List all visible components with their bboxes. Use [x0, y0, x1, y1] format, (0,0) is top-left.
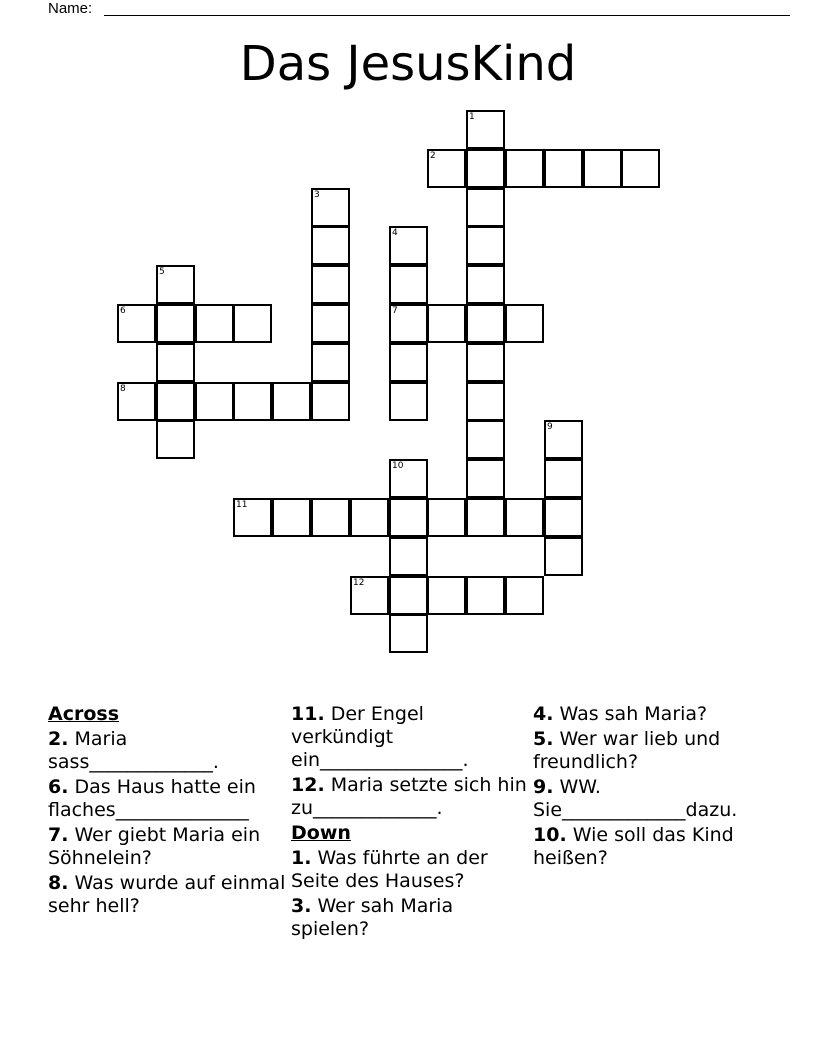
- clue-text: Was sah Maria?: [559, 703, 708, 725]
- clue-text: Wer giebt Maria ein Söhnelein?: [48, 824, 261, 869]
- clue-across-11: [291, 703, 531, 772]
- grid-cell[interactable]: [117, 304, 156, 343]
- grid-cell[interactable]: [389, 265, 428, 304]
- clue-number: 2.: [48, 728, 69, 750]
- grid-cell[interactable]: [156, 343, 195, 382]
- grid-cell[interactable]: [389, 382, 428, 421]
- grid-cell[interactable]: [466, 343, 505, 382]
- clue-text: WW. Sie_____________dazu.: [533, 776, 738, 821]
- grid-cell[interactable]: [311, 226, 350, 265]
- cell-number: 3: [314, 190, 320, 200]
- grid-cell[interactable]: [544, 149, 583, 188]
- clue-text: Wer war lieb und freundlich?: [533, 728, 721, 773]
- grid-cell[interactable]: [427, 149, 466, 188]
- clue-down-10: [533, 824, 773, 870]
- cell-number: 7: [392, 306, 398, 316]
- cell-number: 11: [236, 500, 248, 510]
- grid-cell[interactable]: [389, 498, 428, 537]
- grid-cell[interactable]: [544, 420, 583, 459]
- grid-cell[interactable]: [311, 265, 350, 304]
- cell-number: 10: [392, 461, 404, 471]
- grid-cell[interactable]: [466, 226, 505, 265]
- clue-across-6: [48, 776, 288, 822]
- grid-cell[interactable]: [233, 304, 272, 343]
- clues-column-3: [533, 703, 773, 872]
- grid-cell[interactable]: [505, 576, 544, 615]
- grid-cell[interactable]: [389, 459, 428, 498]
- grid-cell[interactable]: [466, 498, 505, 537]
- grid-cell[interactable]: [505, 304, 544, 343]
- grid-cell[interactable]: [311, 188, 350, 227]
- grid-cell[interactable]: [233, 382, 272, 421]
- cell-number: 5: [159, 267, 165, 277]
- clue-down-4: [533, 703, 773, 726]
- grid-cell[interactable]: [466, 459, 505, 498]
- clue-number: 11.: [291, 703, 325, 725]
- clue-text: Wer sah Maria spielen?: [291, 895, 454, 940]
- across-heading: Across: [48, 703, 120, 725]
- clue-number: 1.: [291, 847, 312, 869]
- grid-cell[interactable]: [311, 304, 350, 343]
- clue-text: Was wurde auf einmal sehr hell?: [48, 872, 286, 917]
- clue-text: Maria sass_____________.: [48, 728, 219, 773]
- cell-number: 8: [120, 384, 126, 394]
- clue-text: Was führte an der Seite des Hauses?: [291, 847, 488, 892]
- grid-cell[interactable]: [544, 459, 583, 498]
- grid-cell[interactable]: [156, 420, 195, 459]
- grid-cell[interactable]: [117, 382, 156, 421]
- clue-down-9: [533, 776, 773, 822]
- clues-column-2: [291, 703, 531, 943]
- clue-down-1: [291, 847, 531, 893]
- grid-cell[interactable]: [427, 576, 466, 615]
- grid-cell[interactable]: [311, 343, 350, 382]
- cell-number: 6: [120, 306, 126, 316]
- clue-across-12: [291, 774, 531, 820]
- grid-cell[interactable]: [583, 149, 622, 188]
- clue-text: Wie soll das Kind heißen?: [533, 824, 734, 869]
- clue-across-8: [48, 872, 288, 918]
- grid-cell[interactable]: [505, 498, 544, 537]
- grid-cell[interactable]: [311, 498, 350, 537]
- clue-number: 7.: [48, 824, 69, 846]
- grid-cell[interactable]: [466, 149, 505, 188]
- page-title: Das JesusKind: [239, 36, 577, 92]
- grid-cell[interactable]: [466, 304, 505, 343]
- clue-down-5: [533, 728, 773, 774]
- grid-cell[interactable]: [350, 576, 389, 615]
- grid-cell[interactable]: [389, 343, 428, 382]
- grid-cell[interactable]: [389, 226, 428, 265]
- clue-number: 12.: [291, 774, 325, 796]
- clue-text: Der Engel verkündigt ein_______________.: [291, 703, 469, 771]
- grid-cell[interactable]: [389, 614, 428, 653]
- grid-cell[interactable]: [272, 382, 311, 421]
- grid-cell[interactable]: [621, 149, 660, 188]
- grid-cell[interactable]: [389, 576, 428, 615]
- clues-column-1: [48, 703, 288, 920]
- grid-cell[interactable]: [233, 498, 272, 537]
- grid-cell[interactable]: [389, 304, 428, 343]
- grid-cell[interactable]: [466, 382, 505, 421]
- grid-cell[interactable]: [427, 304, 466, 343]
- grid-cell[interactable]: [195, 382, 234, 421]
- cell-number: 12: [353, 578, 365, 588]
- grid-cell[interactable]: [427, 498, 466, 537]
- down-heading: Down: [291, 822, 351, 844]
- grid-cell[interactable]: [156, 265, 195, 304]
- clue-number: 8.: [48, 872, 69, 894]
- clue-across-2: [48, 728, 288, 774]
- clue-number: 4.: [533, 703, 554, 725]
- grid-cell[interactable]: [272, 498, 311, 537]
- clue-down-3: [291, 895, 531, 941]
- grid-cell[interactable]: [195, 304, 234, 343]
- cell-number: 1: [469, 112, 475, 122]
- grid-cell[interactable]: [466, 576, 505, 615]
- clue-number: 3.: [291, 895, 312, 917]
- grid-cell[interactable]: [544, 498, 583, 537]
- grid-cell[interactable]: [544, 537, 583, 576]
- name-label: Name:: [48, 0, 93, 17]
- grid-cell[interactable]: [466, 420, 505, 459]
- grid-cell[interactable]: [350, 498, 389, 537]
- clue-number: 9.: [533, 776, 554, 798]
- grid-cell[interactable]: [389, 537, 428, 576]
- clue-number: 6.: [48, 776, 69, 798]
- grid-cell[interactable]: [466, 265, 505, 304]
- grid-cell[interactable]: [311, 382, 350, 421]
- grid-cell[interactable]: [156, 304, 195, 343]
- cell-number: 9: [547, 422, 553, 432]
- grid-cell[interactable]: [466, 110, 505, 149]
- clue-across-7: [48, 824, 288, 870]
- clue-number: 10.: [533, 824, 567, 846]
- grid-cell[interactable]: [156, 382, 195, 421]
- cell-number: 2: [430, 151, 436, 161]
- clue-number: 5.: [533, 728, 554, 750]
- clue-text: Das Haus hatte ein flaches______________: [48, 776, 256, 821]
- cell-number: 4: [392, 228, 398, 238]
- grid-cell[interactable]: [505, 149, 544, 188]
- grid-cell[interactable]: [466, 188, 505, 227]
- clue-text: Maria setzte sich hin zu_____________.: [291, 774, 527, 819]
